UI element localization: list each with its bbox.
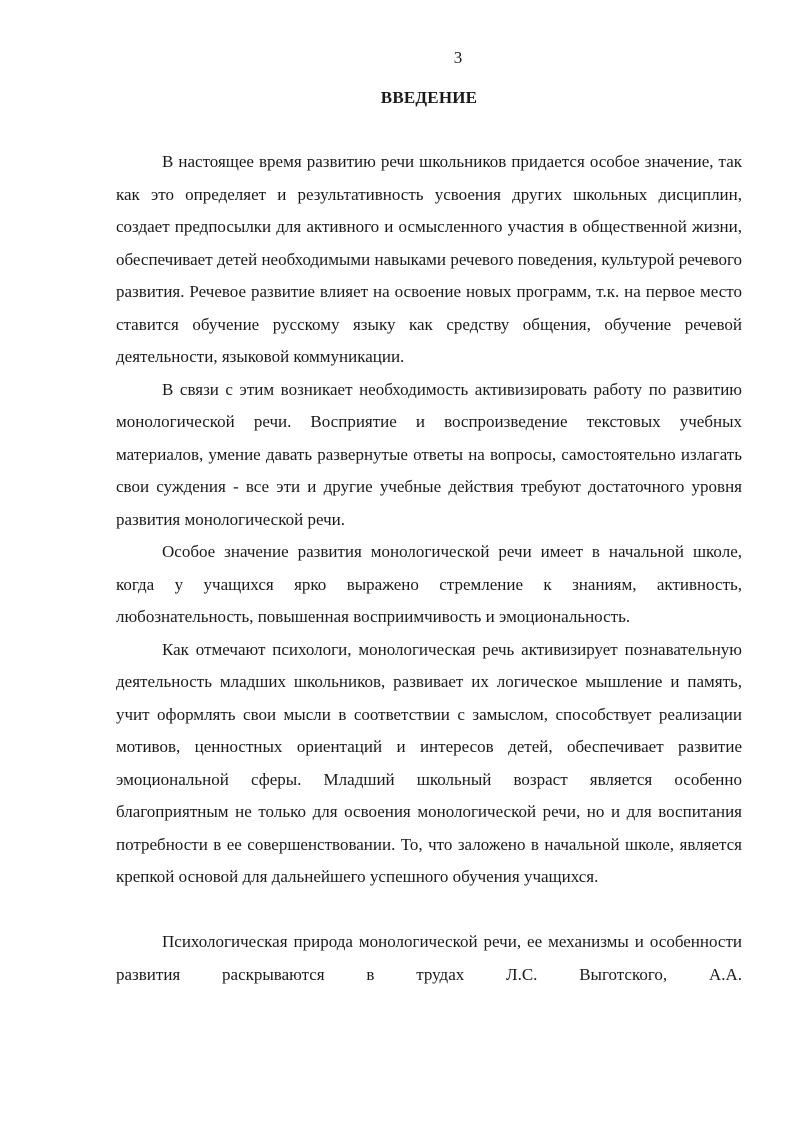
- paragraph-3: Особое значение развития монологической речи имеет в начальной школе, когда у учащихся ярко выражено стремление к знаниям, активность, любознательность, повышенная восприимчивость и эмоциональность.: [116, 542, 742, 626]
- paragraph-2: В связи с этим возникает необходимость активизировать работу по развитию монологической речи. Восприятие и воспроизведение текстовых учебных материалов, умение давать развернутые ответы на вопросы, самостоятельно излагать свои суждения - все эти и другие учебные действия требуют достаточного уровня развития монологической речи.: [116, 379, 742, 529]
- paragraph-4: Как отмечают психологи, монологическая речь активизирует познавательную деятельность младших школьников, развивает их логическое мышление и память, учит оформлять свои мысли в соответствии с замыслом, способствует реализации мотивов, ценностных ориентаций и интересов детей, обеспечивает развитие эмоциональной сферы. Младший школьный возраст является особенно благоприятным не только для освоения монологической речи, но и для воспитания потребности в ее совершенствовании. То, что заложено в начальной школе, является крепкой основой для дальнейшего успешного обучения учащихся.: [116, 639, 742, 886]
- body-text: [116, 146, 742, 991]
- paragraph-1: В настоящее время развитию речи школьников придается особое значение, так как это определяет и результативность усвоения других школьных дисциплин, создает предпосылки для активного и осмысленного участия в общественной жизни, обеспечивает детей необходимыми навыками речевого поведения, культурой речевого развития. Речевое развитие влияет на освоение новых программ, т.к. на первое место ставится обучение русскому языку как средству общения, обучение речевой деятельности, языковой коммуникации.: [116, 152, 742, 366]
- page-number: 3: [453, 48, 463, 67]
- section-heading: ВВЕДЕНИЕ: [380, 88, 478, 107]
- paragraph-5: Психологическая природа монологической речи, ее механизмы и особенности развития раскрываются в трудах Л.С. Выготского, А.А.: [116, 932, 742, 984]
